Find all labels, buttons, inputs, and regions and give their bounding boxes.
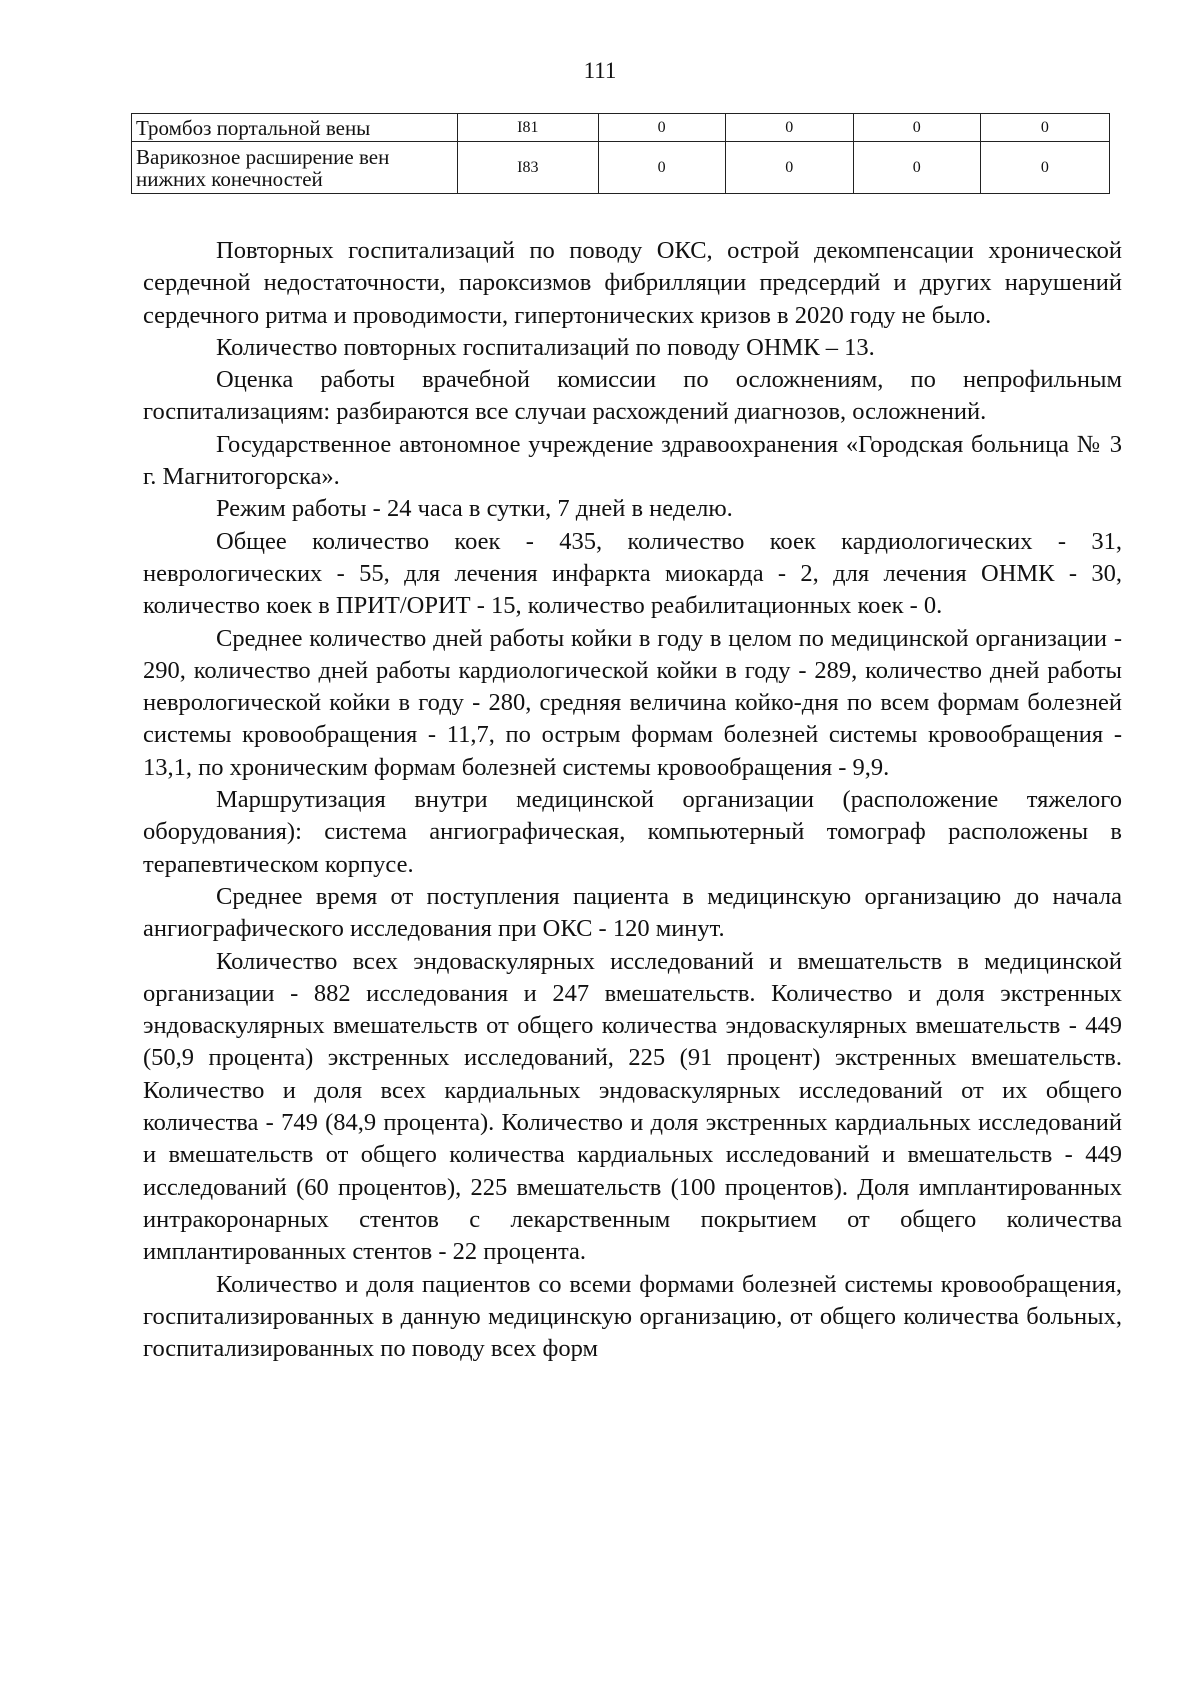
paragraph: Повторных госпитализаций по поводу ОКС, острой декомпенсации хронической сердечной недостаточности, пароксизмов фибрилляции предсердий и других нарушений сердечного ритма и проводимости, гипертонических кризов в 2020 году не было. [143,237,1122,329]
paragraph: Режим работы - 24 часа в сутки, 7 дней в неделю. [216,495,733,523]
table-row [132,142,1110,194]
paragraph: Государственное автономное учреждение здравоохранения «Городская больница № 3 г. Магнитогорска». [143,430,1122,491]
paragraph: Маршрутизация внутри медицинской организации (расположение тяжелого оборудования): система ангиографическая, компьютерный томограф расположены в терапевтическом корпусе. [143,786,1122,878]
table-cell-value: 0 [853,142,980,194]
table-cell-value: 0 [725,114,853,142]
table-cell-value: 0 [598,142,725,194]
table-cell-name: Варикозное расширение вен нижних конечностей [132,142,458,194]
paragraph: Среднее количество дней работы койки в году в целом по медицинской организации - 290, количество дней работы кардиологической койки в году - 289, количество дней работы неврологической койки в году - 280, средняя величина койко-дня по всем формам болезней системы кровообращения - 11,7, по острым формам болезней системы кровообращения - 13,1, по хроническим формам болезней системы кровообращения - 9,9. [143,624,1122,781]
table-cell-value: 0 [980,142,1109,194]
table-cell-value: 0 [853,114,980,142]
table-cell-value: 0 [725,142,853,194]
page-number: 111 [583,58,617,83]
paragraph: Оценка работы врачебной комиссии по осложнениям, по непрофильным госпитализациям: разбираются все случаи расхождений диагнозов, осложнений. [143,366,1122,426]
table-cell-name: Тромбоз портальной вены [132,114,458,142]
table-row [132,114,1110,142]
paragraph: Количество и доля пациентов со всеми формами болезней системы кровообращения, госпитализированных в данную медицинскую организацию, от общего количества больных, госпитализированных по поводу всех форм [143,1270,1122,1363]
table-cell-code: I81 [458,114,599,142]
body-text [143,235,1122,1365]
table-cell-value: 0 [980,114,1109,142]
paragraph: Количество всех эндоваскулярных исследований и вмешательств в медицинской организации - 882 исследования и 247 вмешательств. Количество и доля экстренных эндоваскулярных вмешательств от общего количества эндоваскулярных вмешательств - 449 (50,9 процента) экстренных исследований, 225 (91 процент) экстренных вмешательств. Количество и доля всех кардиальных эндоваскулярных исследований от их общего количества - 749 (84,9 процента). Количество и доля экстренных кардиальных исследований и вмешательств от общего количества кардиальных исследований и вмешательств - 449 исследований (60 процентов), 225 вмешательств (100 процентов). Доля имплантированных интракоронарных стентов с лекарственным покрытием от общего количества имплантированных стентов - 22 процента. [143,947,1122,1266]
paragraph: Среднее время от поступления пациента в медицинскую организацию до начала ангиографического исследования при ОКС - 120 минут. [143,882,1122,943]
paragraph: Общее количество коек - 435, количество коек кардиологических - 31, неврологических - 55, для лечения инфаркта миокарда - 2, для лечения ОНМК - 30, количество коек в ПРИТ/ОРИТ - 15, количество реабилитационных коек - 0. [143,527,1122,620]
data-table [131,113,1110,194]
paragraph: Количество повторных госпитализаций по поводу ОНМК – 13. [216,333,875,361]
table-cell-value: 0 [598,114,725,142]
table-cell-code: I83 [458,142,599,194]
